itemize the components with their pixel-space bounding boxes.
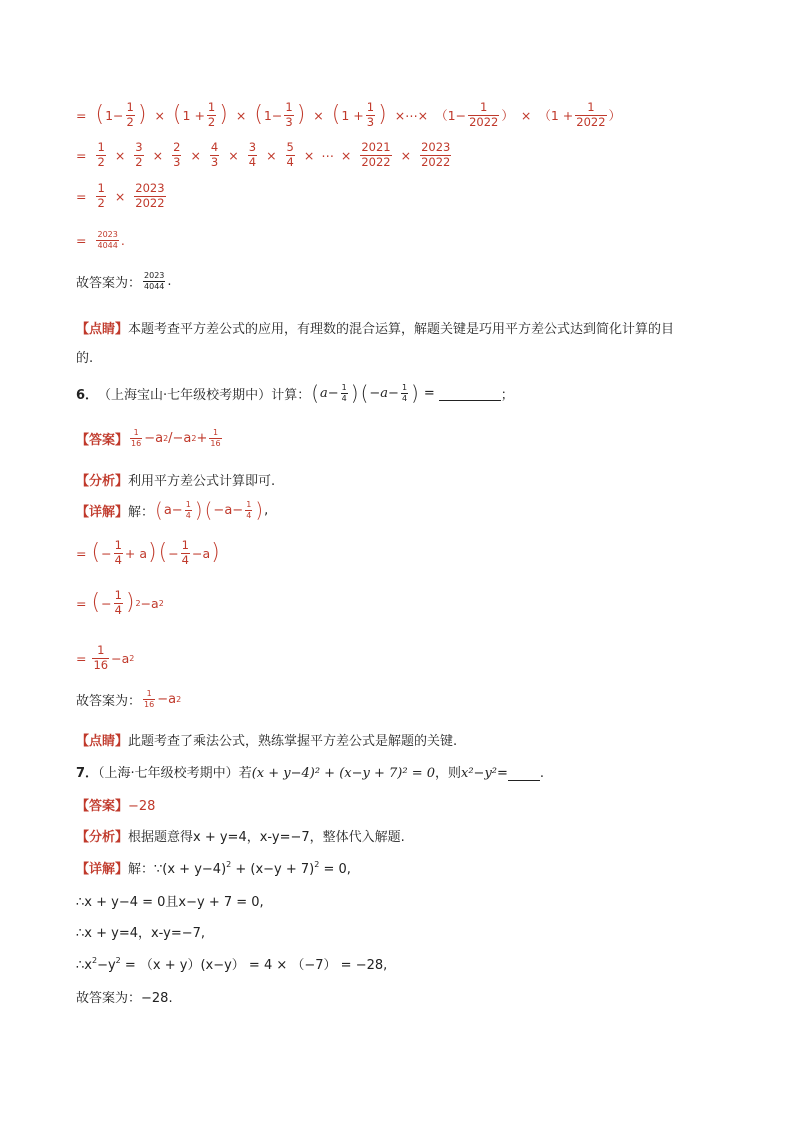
fraction: $\frac{1}{2}$ (97, 181, 105, 210)
fraction: $\frac{1}{4}$ (341, 382, 347, 403)
fraction: $\frac{1}{4}$ (246, 499, 252, 520)
fraction: $\frac{1}{4}$ (401, 382, 408, 403)
eq-line-4: = $\frac{2023}{4044}$ . (76, 230, 125, 250)
fraction: $\frac{5}{4}$ (286, 140, 294, 169)
fraction: $\frac{1}{16}$ (131, 428, 142, 448)
fraction: $\frac{2}{3}$ (173, 140, 181, 169)
fraction: $\frac{1}{16}$ (144, 689, 155, 709)
fraction: $\frac{1}{4}$ (185, 499, 191, 520)
fraction: $\frac{4}{3}$ (210, 140, 219, 169)
eq-line-2: = $\frac{1}{2}$ × $\frac{3}{2}$ × $\frac{2}{3}$ × $\frac{4}{3}$ × $\frac{3}{4}$ × $\frac{5}{4}$ × ⋯ × $\frac{2021}{2022}$ × $\frac{2023}{2022}$ (76, 140, 451, 169)
fraction: $\frac{1}{2}$ (97, 140, 105, 169)
fraction: $\frac{1}{4}$ (114, 538, 122, 567)
answer-blank[interactable] (508, 766, 540, 781)
fraction: $\frac{2023}{2022}$ (421, 140, 451, 169)
q7-final: 故答案为：−28. (76, 991, 173, 1006)
fraction: $\frac{1}{2}$ (207, 100, 216, 129)
q6-step-2: = ( − $\frac{1}{4}$ ) 2 −a 2 (76, 588, 164, 617)
answer-blank[interactable] (439, 386, 501, 401)
fraction: $\frac{2023}{4044}$ (144, 271, 165, 291)
fraction: $\frac{2021}{2022}$ (361, 140, 391, 169)
q6-answer: 【答案】 $\frac{1}{16}$ −a 2 /−a 2 + $\frac{1}{16}$ (76, 428, 221, 448)
q6-step-3: = $\frac{1}{16}$ −a 2 (76, 643, 135, 672)
q7-analysis: 【分析】根据题意得x + y=4，x-y=−7，整体代入解题. (76, 830, 405, 845)
q6-detail: 【详解】 解： ( a− $\frac{1}{4}$ ) ( −a− $\frac{1}{4}$ ) , (76, 498, 269, 522)
q7-step-3: $\therefore x^2-y^2 = (x + y)(x-y) = 4 \times (-7) = -28$, (76, 956, 388, 973)
eq-line-3: = $\frac{1}{2}$ × $\frac{2023}{2022}$ (76, 181, 165, 210)
q6-step-1: = ( − $\frac{1}{4}$ + a ) ( − $\frac{1}{4}$ −a ) (76, 538, 220, 567)
fraction: $\frac{1}{3}$ (366, 100, 375, 129)
fraction: $\frac{3}{4}$ (248, 140, 257, 169)
fraction: $\frac{1}{4}$ (181, 538, 189, 567)
fraction: $\frac{1}{16}$ (210, 428, 221, 448)
comment-top-cont: 的. (76, 351, 94, 366)
q6-analysis: 【分析】利用平方差公式计算即可. (76, 474, 276, 489)
q7-answer: 【答案】−28 (76, 799, 156, 814)
q6-comment: 【点睛】此题考查了乘法公式，熟练掌握平方差公式是解题的关键. (76, 734, 458, 749)
fraction: $\frac{2023}{2022}$ (135, 181, 165, 210)
q7-step-1: ∴x + y−4 = 0且x−y + 7 = 0, (76, 895, 264, 910)
fraction: $\frac{1}{2022}$ (576, 100, 606, 129)
q7-detail: 【详解】解：∵(x + $y-4)^2 + (x-y + 7)^2 = 0$, (76, 860, 351, 877)
q6-final: 故答案为： $\frac{1}{16}$ −a 2 (76, 689, 182, 709)
fraction: $\frac{1}{4}$ (114, 588, 122, 617)
question-6: 6． （上海宝山·七年级校考期中） 计算： ( a− $\frac{1}{4}$ ) ( −a− $\frac{1}{4}$ ) = ； (76, 381, 514, 405)
fraction: $\frac{2023}{4044}$ (97, 230, 118, 250)
fraction: $\frac{3}{2}$ (135, 140, 143, 169)
q7-step-2: ∴x + y=4，x-y=−7, (76, 926, 206, 941)
answer-line-top: 故答案为： $\frac{2023}{4044}$ . (76, 271, 172, 291)
fraction: $\frac{1}{3}$ (285, 100, 293, 129)
eq-line-1: = ( 1− $\frac{1}{2}$ ) × ( 1 + $\frac{1}{2}$ ) × ( 1− $\frac{1}{3}$ ) × ( 1 + $\frac{1}{3}$ ) ×⋯× （1− $\frac{1}{2022}$ ） × （1 + $\frac{1}{2022}$ ） (76, 100, 622, 129)
comment-top: 【点睛】本题考查平方差公式的应用，有理数的混合运算，解题关键是巧用平方差公式达到简化计算的目 (76, 322, 675, 337)
fraction: $\frac{1}{2022}$ (469, 100, 499, 129)
question-7: 7．（上海·七年级校考期中）若(x + y−4)² + (x−y + 7)² = 0，则x²−y²= . (76, 766, 545, 781)
fraction: $\frac{1}{16}$ (93, 643, 109, 672)
fraction: $\frac{1}{2}$ (126, 100, 134, 129)
